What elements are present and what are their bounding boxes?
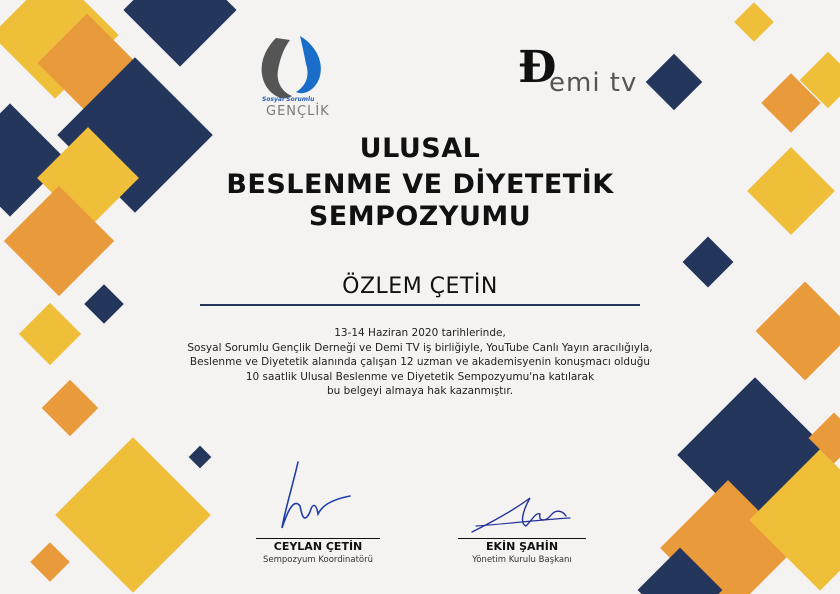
signature-image-left	[274, 458, 364, 536]
decor-diamond	[747, 147, 835, 235]
decor-diamond	[55, 437, 211, 593]
body-line: bu belgeyi almaya hak kazanmıştır.	[326, 385, 514, 397]
decor-diamond	[683, 237, 734, 288]
recipient-underline	[200, 304, 640, 306]
decor-diamond	[84, 284, 124, 324]
logo-left-small-text: Sosyal Sorumlu	[262, 96, 315, 103]
signer-role-left: Sempozyum Koordinatörü	[262, 555, 374, 565]
signature-image-right	[466, 490, 576, 538]
recipient-name: ÖZLEM ÇETİN	[342, 274, 498, 299]
certificate-body	[160, 326, 680, 399]
body-line: Beslenme ve Diyetetik alanında çalışan 12 uzman ve akademisyenin konuşmacı olduğu	[189, 356, 651, 368]
signer-name-right: EKİN ŞAHİN	[485, 540, 559, 553]
logo-left-main-text: GENÇLİK	[266, 104, 330, 119]
decor-diamond	[30, 542, 70, 582]
signer-name-left: CEYLAN ÇETİN	[273, 540, 363, 553]
demi-tv-logo-glyph: Đ	[518, 42, 557, 93]
body-line: 10 saatlik Ulusal Beslenme ve Diyetetik Sempozyumu'na katılarak	[245, 370, 595, 383]
decor-diamond	[734, 2, 774, 42]
decor-diamond	[646, 54, 703, 111]
decor-diamond	[189, 446, 212, 469]
title-line-2: BESLENME VE DİYETETİK	[226, 169, 614, 200]
demi-tv-logo-text: emi tv	[549, 68, 638, 98]
body-line: Sosyal Sorumlu Gençlik Derneği ve Demi TV iş birliğiyle, YouTube Canlı Yayın aracılığıyla,	[187, 341, 653, 354]
title-line-1: ULUSAL	[359, 133, 481, 164]
signature-line-right	[458, 538, 586, 539]
body-line: 13-14 Haziran 2020 tarihlerinde,	[334, 327, 506, 339]
signer-role-right: Yönetim Kurulu Başkanı	[472, 555, 572, 565]
decor-diamond	[756, 282, 840, 381]
decor-diamond	[19, 303, 81, 365]
title-line-3: SEMPOZYUMU	[308, 201, 532, 232]
decor-diamond	[123, 0, 236, 67]
signature-line-left	[256, 538, 380, 539]
decor-diamond	[42, 380, 99, 437]
